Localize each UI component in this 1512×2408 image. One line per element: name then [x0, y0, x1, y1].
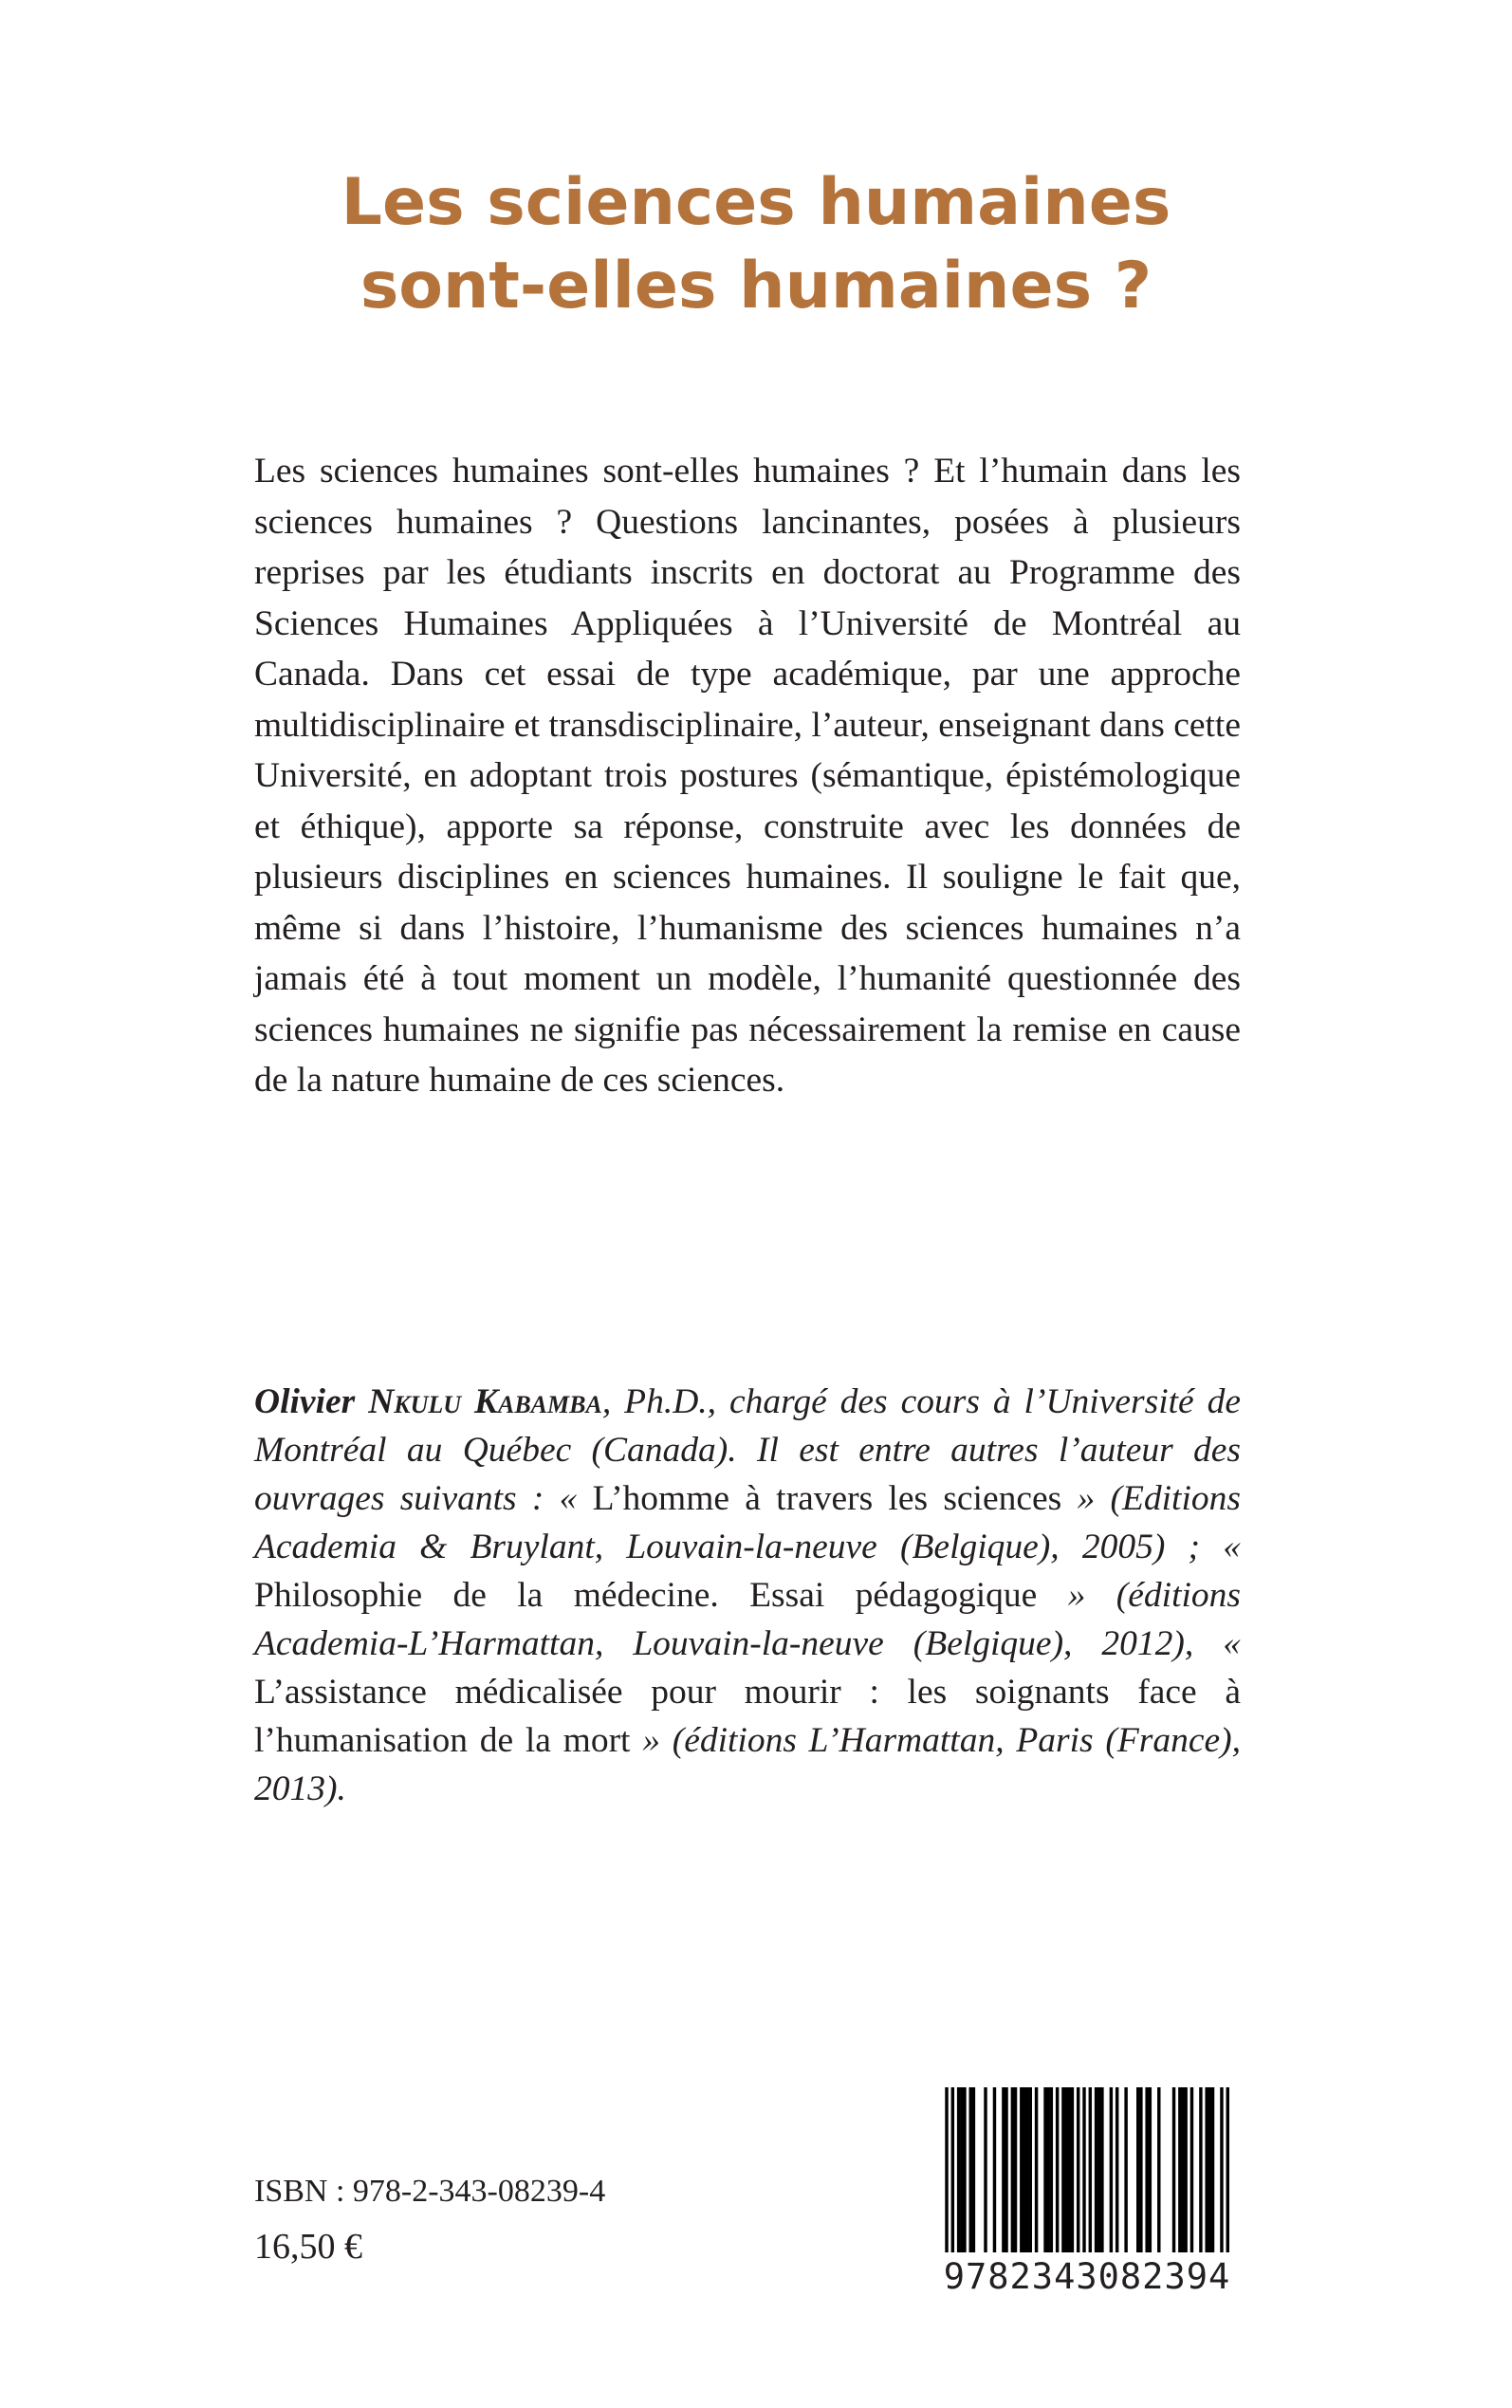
barcode-bar [1208, 2087, 1211, 2254]
barcode-digits: 9782343082394 [939, 2252, 1235, 2302]
barcode-bar [969, 2087, 972, 2254]
isbn: ISBN : 978-2-343-08239-4 [254, 2174, 606, 2209]
barcode-bar [1097, 2087, 1100, 2254]
author-last-name: Nkulu Kabamba [368, 1382, 602, 1421]
barcode-bar [1056, 2087, 1059, 2254]
barcode-bar [1046, 2087, 1049, 2254]
barcode-bar [984, 2087, 986, 2254]
barcode-bar [1095, 2087, 1097, 2254]
work-details: » (Editions Academia & Bruylant, Louvain-la-neuve (Belgique), 2005) ; « [254, 1479, 1241, 1566]
barcode-bar [1029, 2087, 1032, 2254]
book-title-line-2: sont-elles humaines ? [360, 249, 1152, 324]
barcode-bar [1211, 2087, 1214, 2254]
barcode-bar [1071, 2087, 1074, 2254]
work-title: L’assistance médicalisée pour mourir : les soignants face à l’humanisation de la mort [254, 1673, 1241, 1760]
barcode-bar [1157, 2087, 1160, 2254]
author-bio [254, 1378, 1241, 1813]
barcode-bar [1136, 2087, 1139, 2254]
barcode-bar [1199, 2087, 1202, 2254]
barcode-bar [1035, 2087, 1038, 2254]
barcode-bar [1077, 2087, 1079, 2254]
barcode-bar [1100, 2087, 1103, 2254]
barcode-bar [1011, 2087, 1014, 2254]
barcode-bar [1184, 2087, 1187, 2254]
barcode-bar [1181, 2087, 1184, 2254]
barcode-bar [1145, 2087, 1148, 2254]
barcode-bar [1205, 2087, 1208, 2254]
barcode-bar [957, 2087, 960, 2254]
book-title [0, 161, 1512, 328]
barcode-bar [960, 2087, 963, 2254]
barcode-bar [1172, 2087, 1175, 2254]
barcode-bar [1178, 2087, 1181, 2254]
author-bio-intro: , Ph.D., chargé des cours à l’Université de Montréal au Québec (Canada). Il est entre autres l’auteur des ouvrages suivants : « [254, 1382, 1242, 1518]
work-title: Philosophie de la médecine. Essai pédagogique [254, 1576, 1068, 1615]
barcode-bar [1110, 2087, 1113, 2254]
barcode-bar [1020, 2087, 1023, 2254]
barcode-bar [1139, 2087, 1142, 2254]
barcode-bar [1149, 2087, 1152, 2254]
barcode-bar [1124, 2087, 1127, 2254]
barcode-bar [1068, 2087, 1071, 2254]
price: 16,50 € [254, 2227, 362, 2267]
barcode-bar [972, 2087, 975, 2254]
barcode-bar [1116, 2087, 1118, 2254]
barcode-bar [993, 2087, 996, 2254]
barcode-bar [1061, 2087, 1064, 2254]
book-summary: Les sciences humaines sont-elles humaines ? Et l’humain dans les sciences humaines ? Questions lancinantes, posées à plusieurs reprises par les étudiants inscrits en doctorat au Programme des Sciences Humaines Appliquées à l’Université de Montréal au Canada. Dans cet essai de type académique, par une approche multidisciplinaire et transdisciplinaire, l’auteur, enseignant dans cette Université, en adoptant trois postures (sémantique, épistémologique et éthique), apporte sa réponse, construite avec les données de plusieurs disciplines en sciences humaines. Il souligne le fait que, même si dans l’histoire, l’humanisme des sciences humaines n’a jamais été à tout moment un modèle, l’humanité questionnée des sciences humaines ne signifie pas nécessairement la remise en cause de la nature humaine de ces sciences. [254, 452, 1241, 1100]
barcode-bar [1043, 2087, 1046, 2254]
work-title: L’homme à travers les sciences [577, 1479, 1078, 1518]
barcode-bar [1014, 2087, 1017, 2254]
barcode-bar [963, 2087, 966, 2254]
barcode-bar [1050, 2087, 1053, 2254]
author-first-name: Olivier [254, 1382, 356, 1421]
book-title-line-1: Les sciences humaines [341, 165, 1171, 240]
barcode-bar [1005, 2087, 1007, 2254]
barcode-bar [1190, 2087, 1193, 2254]
work-details: » (éditions L’Harmattan, Paris (France), 2013). [254, 1721, 1241, 1808]
barcode-bar [1023, 2087, 1025, 2254]
work-details: » (éditions Academia-L’Harmattan, Louvain-la-neuve (Belgique), 2012), « [254, 1576, 1242, 1663]
barcode-bar [1064, 2087, 1067, 2254]
barcode-bar [1002, 2087, 1005, 2254]
barcode-bar [1025, 2087, 1028, 2254]
